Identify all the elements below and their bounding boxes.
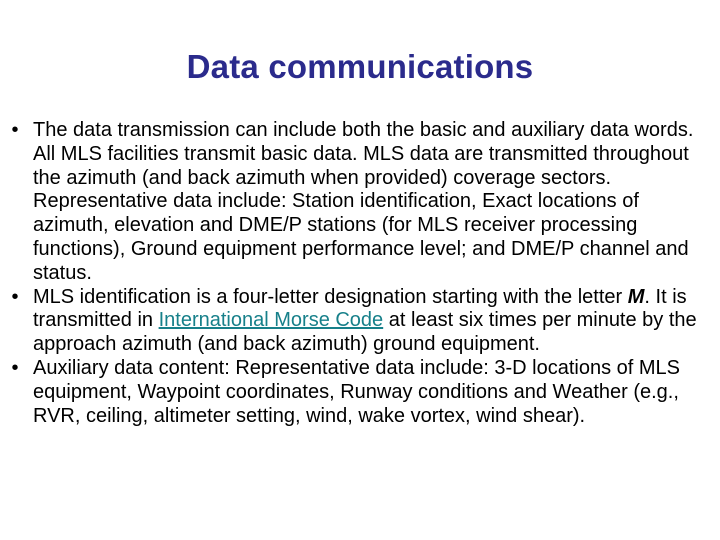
bullet-item-mls-identification: [5, 286, 705, 357]
bullet-item-basic-data: [5, 119, 705, 286]
slide-title: Data communications: [186, 48, 534, 85]
bullet-icon: •: [11, 356, 19, 379]
bullet-list: [5, 119, 705, 428]
bullet-text-part: MLS identification is a four-letter designation starting with the letter: [33, 285, 628, 308]
emphasis-letter: M: [627, 285, 645, 308]
bullet-text: The data transmission can include both the basic and auxiliary data words. All MLS facilities transmit basic data. MLS data are transmitted throughout the azimuth (and back azimuth when provided) coverage sectors. Representative data include: Station identification, Exact locations of azimuth, elevation and DME/P stations (for MLS receiver processing functions), Ground equipment performance level; and DME/P channel and status.: [33, 119, 694, 284]
bullet-text-part: at least six times per minute by the approach azimuth (and back azimuth) ground equipment.: [33, 309, 697, 356]
bullet-icon: •: [11, 119, 19, 141]
bullet-icon: •: [11, 285, 19, 308]
bullet-text-part: . It is transmitted in: [33, 285, 687, 332]
morse-code-link[interactable]: International Morse Code: [158, 309, 384, 332]
bullet-item-auxiliary-data: [5, 357, 705, 428]
bullet-text: Auxiliary data content: Representative data include: 3-D locations of MLS equipment, Waypoint coordinates, Runway conditions and Weather (e.g., RVR, ceiling, altimeter setting, wind, wake vortex, wind shear).: [33, 356, 681, 427]
